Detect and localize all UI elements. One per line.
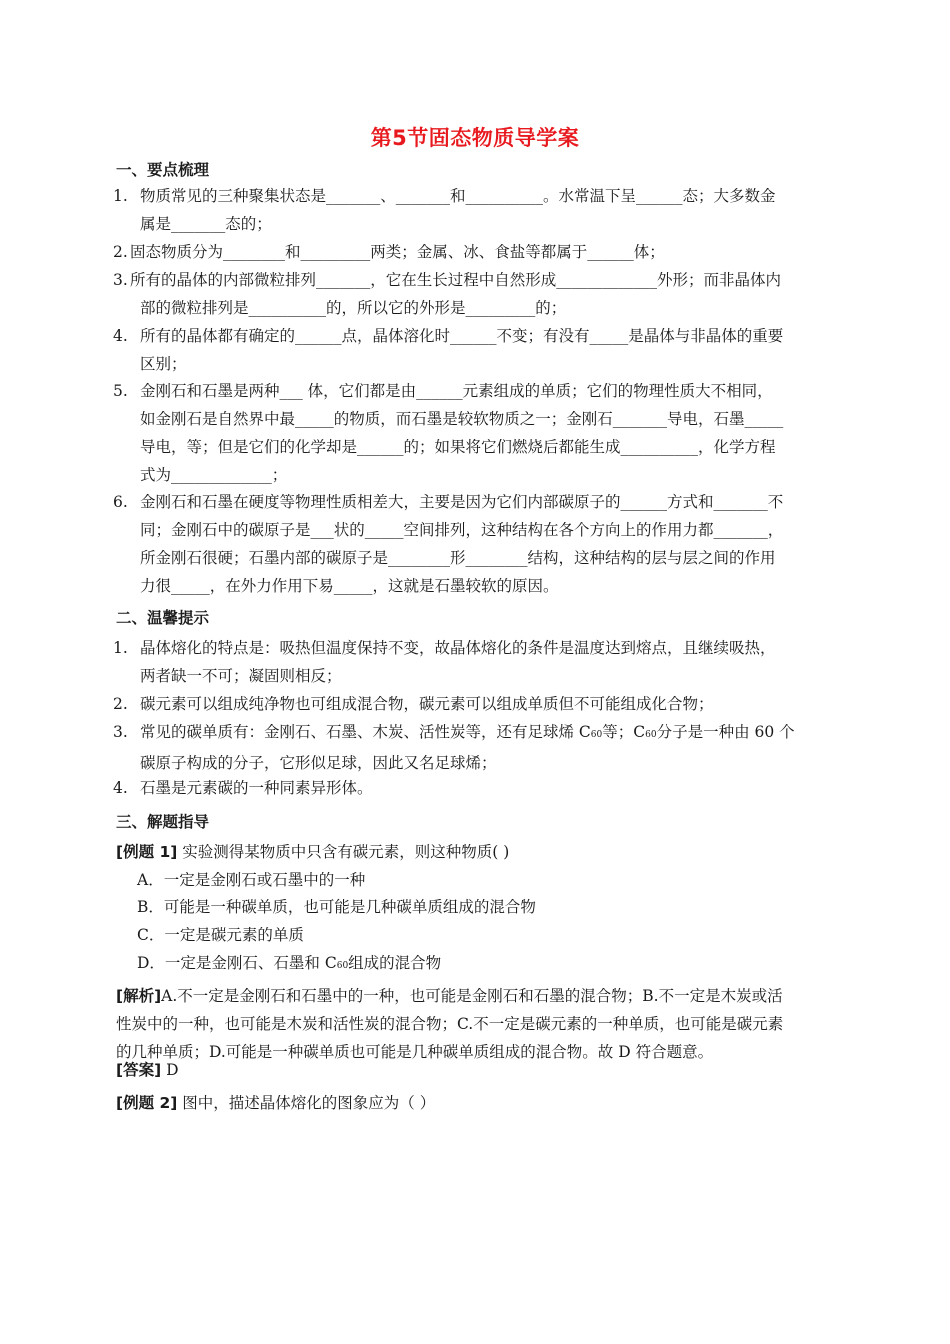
example-2-question: [例题 2] 图中，描述晶体熔化的图象应为（ ）	[116, 1094, 436, 1112]
list-item: 5. 金刚石和石墨是两种___ 体，它们都是由______元素组成的单质；它们的物理性质大不相同， 如金刚石是自然界中最_____的物质，而石墨是较软物质之一；金刚石_______导电，石墨_____ 导电，等；但是它们的化学却是______的；如果将它们燃烧后都能生成__________，化学方程 式为_____________；	[113, 377, 837, 489]
example-1-question: [例题 1] 实验测得某物质中只含有碳元素，则这种物质( )	[116, 843, 510, 861]
item-number: 1.	[113, 187, 128, 205]
list-item: 6. 金刚石和石墨在硬度等物理性质相差大，主要是因为它们内部碳原子的______方式和_______不 同；金刚石中的碳原子是___状的_____空间排列，这种结构在各个方向上的作用力都_______， 所金刚石很硬；石墨内部的碳原子是________形________结构，这种结构的层与层之间的作用 力很_____，在外力作用下易_____，这就是石墨较软的原因。	[113, 488, 837, 600]
list-item: 1. 物质常见的三种聚集状态是_______、_______和__________。水常温下呈______态；大多数金 属是_______态的；	[113, 182, 837, 238]
list-item: 2. 固态物质分为________和_________两类；金属、冰、食盐等都属于______体；	[113, 238, 837, 266]
item-number: 1.	[113, 639, 128, 657]
list-item: 4. 石墨是元素碳的一种同素异形体。	[113, 774, 837, 802]
item-number: 6.	[113, 493, 128, 511]
example-label: [例题 2]	[116, 1094, 178, 1112]
list-item: 4. 所有的晶体都有确定的______点，晶体溶化时______不变；有没有_____是晶体与非晶体的重要 区别；	[113, 322, 837, 378]
answer-label: [答案]	[116, 1061, 162, 1079]
analysis-paragraph: [解析]A.不一定是金刚石和石墨中的一种，也可能是金刚石和石墨的混合物；B.不一定是木炭或活 性炭中的一种，也可能是木炭和活性炭的混合物；C.不一定是碳元素的一种单质，也可能是碳元素 的几种单质；D.可能是一种碳单质也可能是几种碳单质组成的混合物。故 D 符合题意。	[116, 987, 784, 1061]
section-heading-problem-guidance: 三、解题指导	[116, 813, 210, 831]
list-item: 3. 常见的碳单质有：金刚石、石墨、木炭、活性炭等，还有足球烯 C60等；C60分子是一种由 60 个 碳原子构成的分子，它形似足球，因此又名足球烯；	[113, 718, 837, 777]
list-item: 3. 所有的晶体的内部微粒排列_______，它在生长过程中自然形成_____________外形；而非晶体内 部的微粒排列是__________的，所以它的外形是_________的；	[113, 266, 837, 322]
list-item: 2. 碳元素可以组成纯净物也可组成混合物，碳元素可以组成单质但不可能组成化合物；	[113, 690, 837, 718]
analysis-label: [解析]	[116, 987, 162, 1005]
item-number: 3.	[113, 271, 128, 289]
item-number: 2.	[113, 243, 128, 261]
list-item: 1. 晶体熔化的特点是：吸热但温度保持不变，故晶体熔化的条件是温度达到熔点，且继续吸热， 两者缺一不可；凝固则相反；	[113, 634, 837, 690]
item-number: 5.	[113, 382, 128, 400]
option-a: A．一定是金刚石或石墨中的一种	[137, 871, 366, 889]
item-number: 4.	[113, 779, 128, 797]
page-title: 第5节固态物质导学案	[370, 126, 580, 150]
item-number: 2.	[113, 695, 128, 713]
example-label: [例题 1]	[116, 843, 178, 861]
item-number: 4.	[113, 327, 128, 345]
answer-line: [答案] D	[116, 1061, 179, 1079]
option-b: B．可能是一种碳单质，也可能是几种碳单质组成的混合物	[137, 898, 536, 916]
section-heading-tips: 二、温馨提示	[116, 609, 210, 627]
option-d: D．一定是金刚石、石墨和 C60组成的混合物	[137, 954, 442, 972]
section-heading-key-points: 一、要点梳理	[116, 161, 210, 179]
option-c: C．一定是碳元素的单质	[137, 926, 304, 944]
item-number: 3.	[113, 723, 128, 741]
